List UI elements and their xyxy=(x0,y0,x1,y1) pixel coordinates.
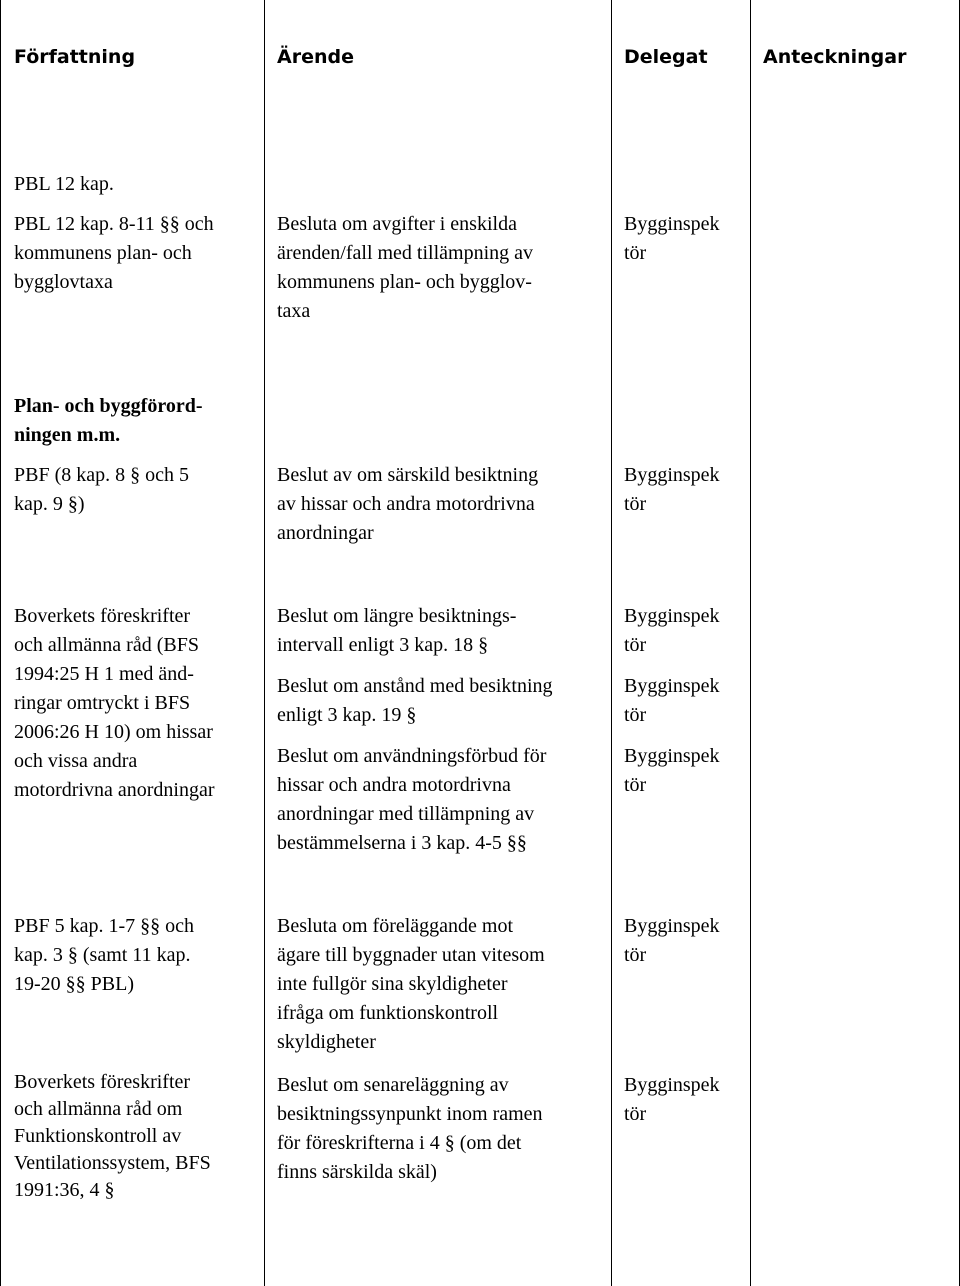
text-line: 1994:25 H 1 med änd- xyxy=(14,663,194,685)
row-3-delegat-a xyxy=(624,602,720,660)
text-line: finns särskilda skäl) xyxy=(277,1161,437,1183)
text-line: Boverkets föreskrifter xyxy=(14,605,191,627)
text-line: besiktningssynpunkt inom ramen xyxy=(277,1103,543,1125)
text-line: Boverkets föreskrifter xyxy=(14,1071,191,1093)
text-line: bygglovtaxa xyxy=(14,271,113,293)
text-line: hissar och andra motordrivna xyxy=(277,774,511,796)
text-line: Funktionskontroll av xyxy=(14,1125,182,1147)
section-title-plan xyxy=(14,392,203,450)
row-4-arende xyxy=(277,912,545,1057)
row-4-delegat xyxy=(624,912,720,970)
row-4-forfattning xyxy=(14,912,194,999)
column-divider-3 xyxy=(750,0,751,1286)
text-line: tör xyxy=(624,242,647,264)
text-line: Beslut av om särskild besiktning xyxy=(277,464,539,486)
table-border-left xyxy=(0,0,1,1286)
text-line: tör xyxy=(624,704,647,726)
row-3-forfattning xyxy=(14,602,215,805)
text-line: tör xyxy=(624,774,647,796)
text-line: och vissa andra xyxy=(14,750,138,772)
row-3-delegat-b xyxy=(624,672,720,730)
text-line: Bygginspek xyxy=(624,213,720,235)
text-line: Bygginspek xyxy=(624,1074,720,1096)
text-line: Bygginspek xyxy=(624,915,720,937)
text-line: Beslut om längre besiktnings- xyxy=(277,605,517,627)
text-line: inte fullgör sina skyldigheter xyxy=(277,973,508,995)
text-line: kap. 3 § (samt 11 kap. xyxy=(14,944,191,966)
text-line: Bygginspek xyxy=(624,745,720,767)
text-line: tör xyxy=(624,1103,647,1125)
text-line: Ventilationssystem, BFS xyxy=(14,1152,211,1174)
header-forfattning: Författning xyxy=(14,46,136,68)
section-title-pbl12 xyxy=(14,170,114,199)
row-1-forfattning xyxy=(14,210,214,297)
text-line: och allmänna råd om xyxy=(14,1098,183,1120)
text-line: motordrivna anordningar xyxy=(14,779,215,801)
section-title-text: PBL 12 kap. xyxy=(14,173,114,195)
text-line: tör xyxy=(624,634,647,656)
text-line: 19-20 §§ PBL) xyxy=(14,973,134,995)
column-divider-2 xyxy=(611,0,612,1286)
text-line: Besluta om avgifter i enskilda xyxy=(277,213,517,235)
text-line: av hissar och andra motordrivna xyxy=(277,493,535,515)
text-line: kommunens plan- och xyxy=(14,242,192,264)
header-anteckningar: Anteckningar xyxy=(763,46,907,68)
text-line: Besluta om föreläggande mot xyxy=(277,915,514,937)
text-line: ägare till byggnader utan vitesom xyxy=(277,944,545,966)
row-2-forfattning xyxy=(14,461,189,519)
text-line: ärenden/fall med tillämpning av xyxy=(277,242,534,264)
row-3-arende-a xyxy=(277,602,516,660)
text-line: Beslut om senareläggning av xyxy=(277,1074,509,1096)
text-line: anordningar med tillämpning av xyxy=(277,803,535,825)
text-line: enligt 3 kap. 19 § xyxy=(277,704,417,726)
row-1-arende xyxy=(277,210,533,326)
row-2-arende xyxy=(277,461,538,548)
text-line: taxa xyxy=(277,300,311,322)
text-line: 1991:36, 4 § xyxy=(14,1179,115,1201)
section-title-text: Plan- och byggförord- xyxy=(14,395,203,417)
row-3-delegat-c xyxy=(624,742,720,800)
text-line: Beslut om anstånd med besiktning xyxy=(277,675,553,697)
row-1-delegat xyxy=(624,210,720,268)
text-line: ifråga om funktionskontroll xyxy=(277,1002,499,1024)
text-line: ringar omtryckt i BFS xyxy=(14,692,191,714)
text-line: 2006:26 H 10) om hissar xyxy=(14,721,213,743)
text-line: kommunens plan- och bygglov- xyxy=(277,271,532,293)
text-line: skyldigheter xyxy=(277,1031,376,1053)
header-delegat: Delegat xyxy=(624,46,708,68)
text-line: tör xyxy=(624,944,647,966)
text-line: Bygginspek xyxy=(624,464,720,486)
text-line: Bygginspek xyxy=(624,675,720,697)
column-divider-1 xyxy=(264,0,265,1286)
text-line: Beslut om användningsförbud för xyxy=(277,745,547,767)
row-5-arende xyxy=(277,1071,543,1187)
header-arende: Ärende xyxy=(277,46,354,68)
row-3-arende-b xyxy=(277,672,553,730)
text-line: PBL 12 kap. 8-11 §§ och xyxy=(14,213,214,235)
row-5-delegat xyxy=(624,1071,720,1129)
text-line: kap. 9 §) xyxy=(14,493,85,515)
text-line: anordningar xyxy=(277,522,374,544)
text-line: och allmänna råd (BFS xyxy=(14,634,199,656)
text-line: PBF 5 kap. 1-7 §§ och xyxy=(14,915,194,937)
row-3-arende-c xyxy=(277,742,546,858)
row-2-delegat xyxy=(624,461,720,519)
text-line: för föreskrifterna i 4 § (om det xyxy=(277,1132,522,1154)
text-line: Bygginspek xyxy=(624,605,720,627)
section-title-text: ningen m.m. xyxy=(14,424,121,446)
text-line: bestämmelserna i 3 kap. 4-5 §§ xyxy=(277,832,527,854)
row-5-forfattning xyxy=(14,1069,211,1204)
text-line: PBF (8 kap. 8 § och 5 xyxy=(14,464,189,486)
text-line: tör xyxy=(624,493,647,515)
text-line: intervall enligt 3 kap. 18 § xyxy=(277,634,489,656)
